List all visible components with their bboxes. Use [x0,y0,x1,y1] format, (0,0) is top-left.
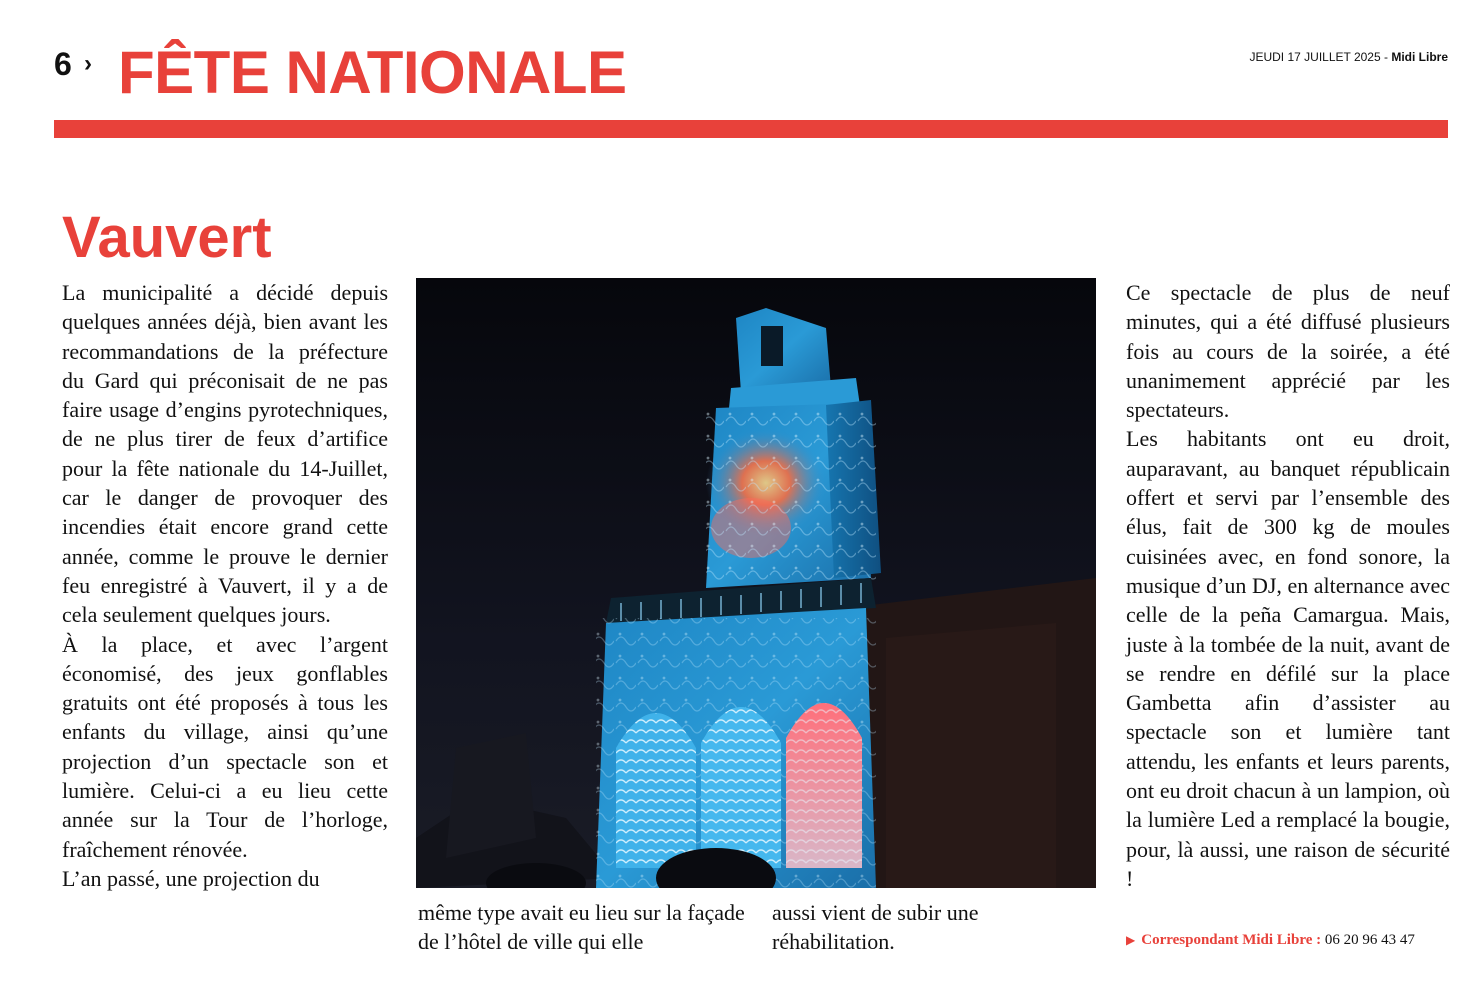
article-column-2 [418,898,746,957]
paragraph: même type avait eu lieu sur la façade de l’hôtel de ville qui elle [418,900,745,955]
paragraph: La municipalité a décidé depuis quelques années déjà, bien avant les recommandations de la préfecture du Gard qui préconisait de ne pas faire usage d’engins pyrotechniques, de ne plus tirer de feux d’artifice pour la fête nationale du 14-Juillet, car le danger de provoquer des incendies était encore grand cette année, comme le prouve le dernier feu enregistré à Vauvert, il y a de cela seulement quelques jours. [62,280,388,628]
credit-phone: 06 20 96 43 47 [1324,932,1415,948]
dateline [1249,50,1448,64]
section-title: FÊTE NATIONALE [118,39,627,106]
publication-name: Midi Libre [1391,50,1448,64]
article-photo [416,278,1096,888]
paragraph: Les habitants ont eu droit, auparavant, au banquet républicain offert et servi par l’ensemble des élus, fait de 300 kg de moules cuisinées avec, en fond sonore, la musique d’un DJ, en alternance avec celle de la peña Camargua. Mais, juste à la tombée de la nuit, avant de se rendre en défilé sur la place Gambetta afin d’assister au spectacle son et lumière tant attendu, les enfants et leurs parents, ont eu droit chacun à un lampion, où la lumière Led a remplacé la bougie, pour, là aussi, une raison de sécurité ! [1126,426,1450,891]
paragraph: L’an passé, une projection du [62,865,320,891]
correspondent-credit [1126,932,1415,949]
chevron-right-icon: › [84,50,92,77]
article-column-4 [1126,278,1450,893]
credit-label: Correspondant Midi Libre : [1141,932,1322,948]
article-column-1 [62,278,388,893]
triangle-right-icon: ▶ [1126,933,1136,947]
clock-tower-projection-image [416,278,1096,888]
article-column-3 [772,898,1098,957]
page-number: 6 [54,46,72,82]
paragraph: Ce spectacle de plus de neuf minutes, qui a été diffusé plusieurs fois au cours de la soirée, a été unanimement apprécié par les spectateurs. [1126,280,1450,423]
dateline-separator: - [1380,50,1392,64]
header-rule [54,120,1448,138]
paragraph: À la place, et avec l’argent économisé, des jeux gonflables gratuits ont été proposés à tous les enfants du village, ainsi qu’une projection d’un spectacle son et lumière. Celui-ci a eu lieu cette année sur la Tour de l’horloge, fraîchement rénovée. [62,631,388,862]
issue-date: JEUDI 17 JUILLET 2025 [1249,50,1381,64]
paragraph: aussi vient de subir une réhabilitation. [772,900,979,955]
article-headline: Vauvert [62,205,272,270]
